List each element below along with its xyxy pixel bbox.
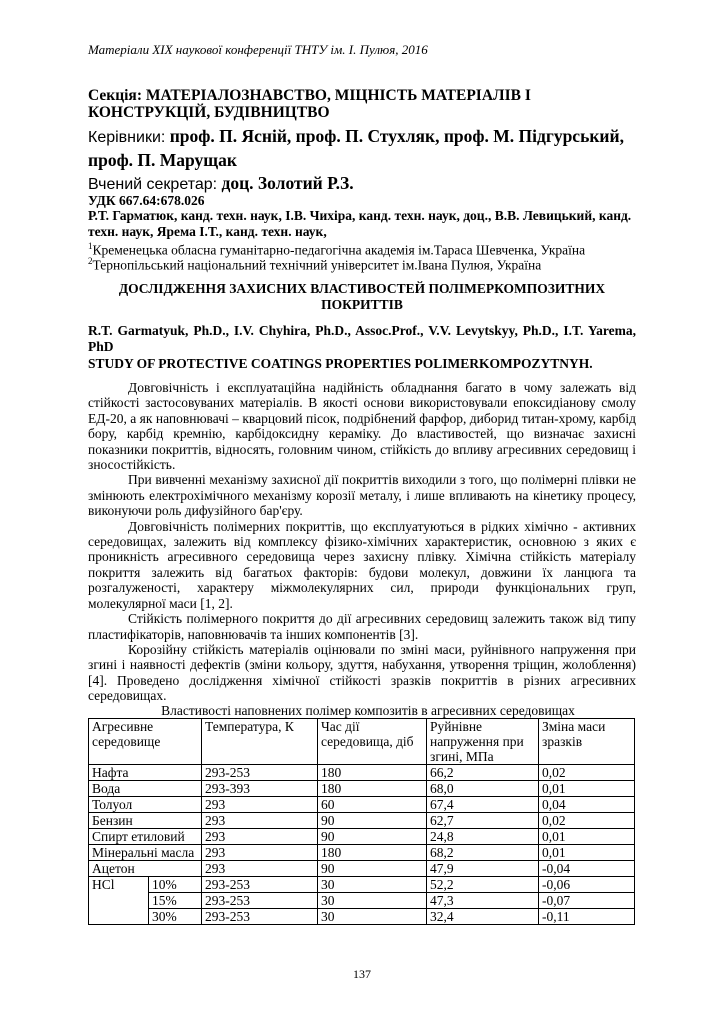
cell-mass-change: -0,07 xyxy=(539,893,635,909)
section-label: Секція: xyxy=(88,87,142,104)
paragraph: Стійкість полімерного покриття до дії агресивних середовищ залежить також від типу пластифікаторів, наповнювачів та інших компонентів [3]. xyxy=(88,611,636,642)
cell-temperature: 293 xyxy=(202,861,318,877)
cell-time: 180 xyxy=(318,765,427,781)
leaders-label: Керівники: xyxy=(88,129,166,146)
affiliation-2-text: Тернопільський національний технічний університет ім.Івана Пулюя, Україна xyxy=(92,257,542,273)
header-cell: Агресивне середовище xyxy=(89,719,202,765)
cell-stress: 32,4 xyxy=(427,909,539,925)
cell-medium: Ацетон xyxy=(89,861,202,877)
paragraph: При вивченні механізму захисної дії покриттів виходили з того, що полімерні плівки не змінюють електрохімічного механізму корозії металу, і лише впливають на кінетику процесу, виконуючи роль дифузійного бар'єру. xyxy=(88,472,636,519)
table-row xyxy=(89,829,635,845)
cell-temperature: 293 xyxy=(202,845,318,861)
cell-stress: 52,2 xyxy=(427,877,539,893)
table-row xyxy=(89,893,635,909)
section-name: МАТЕРІАЛОЗНАВСТВО, МІЦНІСТЬ МАТЕРІАЛІВ І КОНСТРУКЦІЙ, БУДІВНИЦТВО xyxy=(88,87,531,121)
cell-mass-change: -0,04 xyxy=(539,861,635,877)
cell-time: 30 xyxy=(318,877,427,893)
cell-mass-change: 0,02 xyxy=(539,813,635,829)
running-header: Матеріали ХІХ наукової конференції ТНТУ ім. І. Пулюя, 2016 xyxy=(88,42,428,57)
cell-stress: 47,3 xyxy=(427,893,539,909)
table-row xyxy=(89,797,635,813)
section-block xyxy=(88,87,648,196)
affiliation-1-text: Кременецька обласна гуманітарно-педагогічна академія ім.Тараса Шевченка, Україна xyxy=(92,242,586,258)
cell-mass-change: 0,01 xyxy=(539,781,635,797)
table-row xyxy=(89,909,635,925)
cell-temperature: 293-253 xyxy=(202,893,318,909)
cell-stress: 68,0 xyxy=(427,781,539,797)
header-cell: Температура, К xyxy=(202,719,318,765)
affiliation-2-number: 2 xyxy=(88,256,93,266)
cell-stress: 67,4 xyxy=(427,797,539,813)
cell-medium: Бензин xyxy=(89,813,202,829)
table-row xyxy=(89,813,635,829)
paper-title-ua: ДОСЛІДЖЕННЯ ЗАХИСНИХ ВЛАСТИВОСТЕЙ ПОЛІМЕРКОМПОЗИТНИХ ПОКРИТТІВ xyxy=(118,281,606,312)
cell-concentration: 30% xyxy=(149,909,202,925)
leaders-names: проф. П. Ясній, проф. П. Стухляк, проф. М. Підгурський, проф. П. Марущак xyxy=(88,126,624,170)
cell-medium: Спирт етиловий xyxy=(89,829,202,845)
cell-mass-change: -0,11 xyxy=(539,909,635,925)
cell-temperature: 293 xyxy=(202,797,318,813)
cell-medium: Вода xyxy=(89,781,202,797)
cell-temperature: 293-393 xyxy=(202,781,318,797)
paper-body xyxy=(88,380,636,704)
cell-time: 30 xyxy=(318,893,427,909)
udk-code: УДК 667.64:678.026 xyxy=(88,193,205,208)
cell-stress: 66,2 xyxy=(427,765,539,781)
cell-time: 180 xyxy=(318,781,427,797)
paragraph: Корозійну стійкість матеріалів оцінювали по зміні маси, руйнівного напруження при згині і наявності дефектів (зміни кольору, здуття, набухання, утворення тріщин, жолоблення) [4]. Проведено дослідження хімічної стійкості зразків покриттів в різних агресивних середовищах. xyxy=(88,641,636,704)
cell-stress: 68,2 xyxy=(427,845,539,861)
table-row xyxy=(89,877,635,893)
section-title xyxy=(88,87,648,121)
secretary-name: доц. Золотий Р.З. xyxy=(221,173,354,193)
paragraph: Довговічність полімерних покриттів, що експлуатуються в рідких хімічно - активних середовищах, залежить від комплексу фізико-хімічних характеристик, основною з яких є проникність агресивного середовища через захисну плівку. Хімічна стійкість матеріалу покриття залежить від багатьох факторів: будови молекул, довжини їх ланцюга та розгалуженості, характеру міжмолекулярних сил, природи функціональних груп, молекулярної маси [1, 2]. xyxy=(88,518,636,611)
cell-mass-change: -0,06 xyxy=(539,877,635,893)
cell-time: 90 xyxy=(318,861,427,877)
table-row xyxy=(89,845,635,861)
cell-time: 90 xyxy=(318,829,427,845)
cell-temperature: 293-253 xyxy=(202,877,318,893)
cell-stress: 47,9 xyxy=(427,861,539,877)
cell-mass-change: 0,02 xyxy=(539,765,635,781)
cell-mass-change: 0,04 xyxy=(539,797,635,813)
affiliation-1-number: 1 xyxy=(88,241,93,251)
cell-time: 90 xyxy=(318,813,427,829)
cell-stress: 62,7 xyxy=(427,813,539,829)
table-header-row xyxy=(89,719,635,765)
properties-table xyxy=(88,718,635,925)
paragraph: Довговічність і експлуатаційна надійність обладнання багато в чому залежать від стійкості застосовуваних матеріалів. В якості основи використовували епоксидіанову смолу ЕД-20, а як наповнювачі – кварцовий пісок, подрібнений фарфор, диборид титан-хрому, карбід бору, карбід кремнію, карбідоксидну кераміку. До властивостей, що визначає захисні показники покриттів, відносять, головним чином, стійкість до впливу агресивних середовищ і зносостійкість. xyxy=(88,380,636,473)
cell-time: 180 xyxy=(318,845,427,861)
cell-concentration: 10% xyxy=(149,877,202,893)
cell-mass-change: 0,01 xyxy=(539,829,635,845)
table-row xyxy=(89,765,635,781)
table-row xyxy=(89,861,635,877)
cell-temperature: 293-253 xyxy=(202,909,318,925)
cell-medium: Нафта xyxy=(89,765,202,781)
cell-stress: 24,8 xyxy=(427,829,539,845)
cell-temperature: 293-253 xyxy=(202,765,318,781)
cell-time: 60 xyxy=(318,797,427,813)
cell-medium: Мінеральні масла xyxy=(89,845,202,861)
page-number: 137 xyxy=(353,967,371,981)
table-row xyxy=(89,781,635,797)
table-caption: Властивості наповнених полімер композитів в агресивних середовищах xyxy=(161,703,575,718)
affiliation-2 xyxy=(88,254,648,273)
cell-medium: Толуол xyxy=(89,797,202,813)
cell-concentration: 15% xyxy=(149,893,202,909)
cell-time: 30 xyxy=(318,909,427,925)
authors-ua: Р.Т. Гарматюк, канд. техн. наук, І.В. Чихіра, канд. техн. наук, доц., В.В. Левицький, канд. техн. наук, Ярема І.Т., канд. техн. наук, xyxy=(88,208,632,239)
paper-title-en: STUDY OF PROTECTIVE COATINGS PROPERTIES POLIMERKOMPOZYTNYH. xyxy=(88,356,593,371)
header-cell: Зміна маси зразків xyxy=(539,719,635,765)
cell-medium: HCl xyxy=(89,877,149,925)
cell-temperature: 293 xyxy=(202,829,318,845)
cell-mass-change: 0,01 xyxy=(539,845,635,861)
authors-en: R.T. Garmatyuk, Ph.D., I.V. Chyhira, Ph.D., Assoc.Prof., V.V. Levytskyy, Ph.D., I.T. Yarema, PhD xyxy=(88,323,636,354)
section-leaders xyxy=(88,125,648,171)
header-cell: Руйнівне напруження при згині, МПа xyxy=(427,719,539,765)
cell-temperature: 293 xyxy=(202,813,318,829)
header-cell: Час дії середовища, діб xyxy=(318,719,427,765)
secretary-label: Вчений секретар: xyxy=(88,176,218,193)
